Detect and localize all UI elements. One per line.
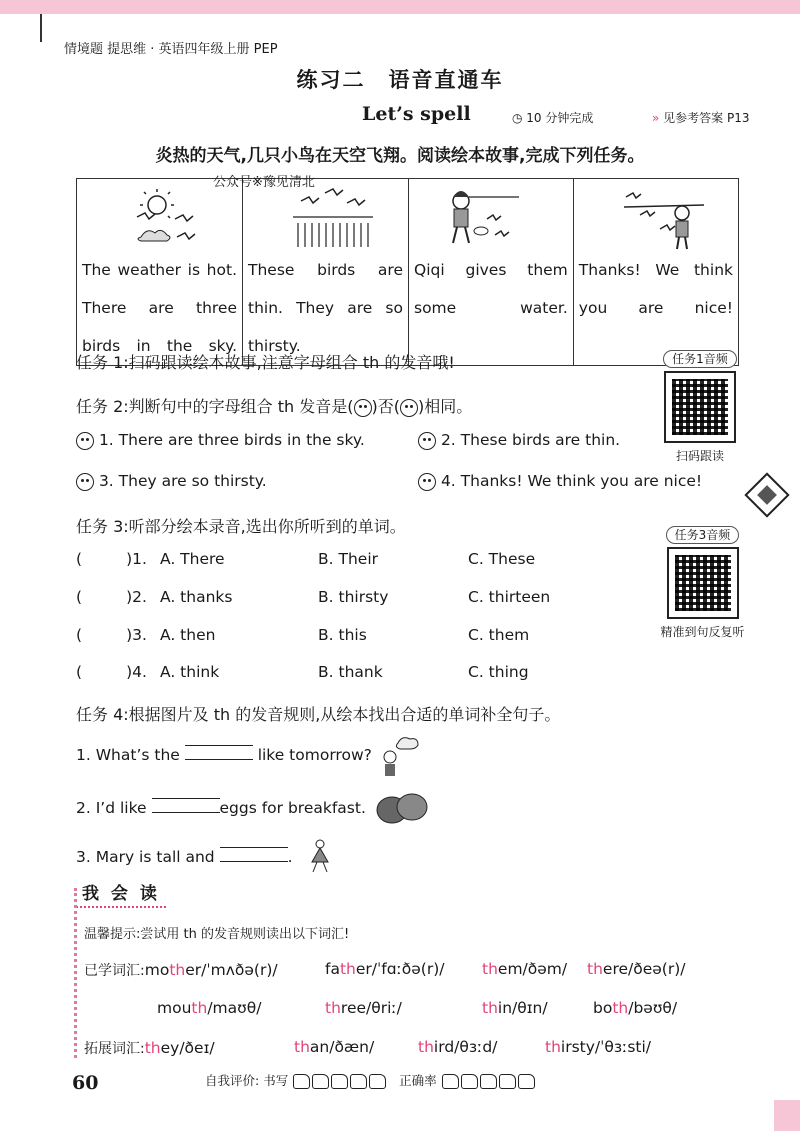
answer-bracket[interactable]: ( [76, 626, 83, 644]
series-title: 情境题 提思维 · 英语四年级上册 PEP [64, 42, 278, 57]
qr-label: 任务3音频 [666, 526, 740, 544]
answer-blank[interactable] [185, 759, 253, 760]
boy-watering-icon [409, 179, 552, 251]
vocab-word: there/ðeə(r)/ [587, 960, 686, 978]
face-answer-icon[interactable] [418, 432, 436, 450]
choice-row: ( )2. A. thanks B. thirsty C. thirteen [76, 588, 551, 606]
vocab-word: third/θɜːd/ [418, 1038, 498, 1056]
thumb-icon[interactable] [350, 1074, 367, 1089]
qr-caption: 扫码跟读 [675, 449, 724, 463]
fill-sentence: 2. I’d like eggs for breakfast. [76, 799, 366, 817]
face-answer-icon[interactable] [76, 473, 94, 491]
vocab-row-learned: 已学词汇:mother/ˈmʌðə(r)/ [84, 961, 278, 979]
header-rule [40, 14, 42, 42]
option-c: C. These [468, 550, 536, 568]
option-c: C. thirteen [468, 588, 551, 606]
timer-note: ◷ 10 分钟完成 [512, 111, 594, 125]
task-4: 任务 4:根据图片及 th 的发音规则,从绘本找出合适的单词补全句子。 [76, 705, 561, 724]
option-b: B. thirsty [318, 588, 389, 606]
read-section-title: 我 会 读 [76, 877, 166, 908]
thumb-icon[interactable] [480, 1074, 497, 1089]
task-1: 任务 1:扫码跟读绘本故事,注意字母组合 th 的发音哦! [76, 353, 455, 372]
vocab-word: thin/θɪn/ [482, 999, 548, 1017]
girl-rain-cloud-icon [376, 733, 422, 781]
birds-thanks-icon [574, 179, 729, 251]
corner-qr-icon [744, 472, 790, 518]
story-caption: These birds are thin. They are so thirsty. [248, 261, 403, 355]
choice-row: ( )3. A. then B. this C. them [76, 626, 530, 644]
option-a: A. then [160, 626, 216, 644]
qr-label: 任务1音频 [663, 350, 737, 368]
option-a: A. thanks [160, 588, 233, 606]
option-b: B. thank [318, 663, 383, 681]
vocab-word: thirsty/ˈθɜːsti/ [545, 1038, 652, 1056]
option-a: A. There [160, 550, 225, 568]
story-table [76, 178, 739, 366]
answer-blank[interactable] [220, 861, 288, 862]
vocab-word: mouth/maʊθ/ [157, 999, 262, 1017]
dotted-margin [74, 888, 79, 1058]
answer-reference: » 见参考答案 P13 [652, 111, 750, 125]
qr-code-icon[interactable] [664, 371, 736, 443]
choice-row: ( )1. A. There B. Their C. These [76, 550, 536, 568]
thumb-icon[interactable] [499, 1074, 516, 1089]
vocab-row-expand: 拓展词汇:they/ðeɪ/ [84, 1039, 215, 1057]
face-answer-icon[interactable] [418, 473, 436, 491]
clock-icon: ◷ [512, 111, 527, 125]
thumb-icon[interactable] [312, 1074, 329, 1089]
vocab-word: them/ðəm/ [482, 960, 568, 978]
thumb-icon[interactable] [461, 1074, 478, 1089]
sad-face-icon [400, 399, 418, 417]
answer-bracket[interactable]: ( [76, 663, 83, 681]
judge-item: 1. There are three birds in the sky. [76, 431, 365, 450]
vocab-word: father/ˈfɑːðə(r)/ [325, 960, 445, 978]
answer-bracket[interactable]: ( [76, 550, 83, 568]
thumb-icon[interactable] [369, 1074, 386, 1089]
dancing-girl-icon [305, 838, 335, 874]
thumb-icon[interactable] [518, 1074, 535, 1089]
vocab-word: than/ðæn/ [294, 1038, 375, 1056]
face-answer-icon[interactable] [76, 432, 94, 450]
intro-instruction: 炎热的天气,几只小鸟在天空飞翔。阅读绘本故事,完成下列任务。 [155, 146, 645, 166]
judge-item: 3. They are so thirsty. [76, 472, 267, 491]
read-tip: 温馨提示:尝试用 th 的发音规则读出以下词汇! [84, 927, 350, 942]
judge-item: 2. These birds are thin. [418, 431, 620, 450]
answer-blank[interactable] [152, 812, 220, 813]
eggs-icon [372, 788, 432, 828]
option-a: A. think [160, 663, 220, 681]
qr-code-icon[interactable] [667, 547, 739, 619]
qr-block-2 [650, 524, 755, 640]
option-b: B. this [318, 626, 367, 644]
page-number: 60 [72, 1072, 99, 1094]
story-panel [77, 179, 243, 366]
double-chevron-icon: » [652, 111, 660, 125]
smiley-face-icon [354, 399, 372, 417]
top-color-band [0, 0, 800, 14]
story-caption: The weather is hot. There are three birds in the sky. [82, 261, 237, 355]
expand-label: 拓展词汇: [84, 1041, 145, 1057]
option-b: B. Their [318, 550, 378, 568]
corner-color-band [774, 1100, 800, 1131]
qr-caption: 精准到句反复听 [660, 625, 745, 639]
vocab-word: three/θriː/ [325, 999, 402, 1017]
choice-row: ( )4. A. think B. thank C. thing [76, 663, 529, 681]
learned-label: 已学词汇: [84, 963, 145, 979]
story-panel [573, 179, 738, 366]
watermark-text: 公众号※豫见清北 [213, 175, 315, 190]
thumb-icon[interactable] [331, 1074, 348, 1089]
fill-sentence: 3. Mary is tall and . [76, 848, 293, 866]
self-evaluation: 自我评价: 书写 正确率 [205, 1071, 536, 1089]
thumb-icon[interactable] [442, 1074, 459, 1089]
story-caption: Thanks! We think you are nice! [578, 261, 733, 317]
task-3: 任务 3:听部分绘本录音,选出你所听到的单词。 [76, 517, 406, 536]
qr-block-1 [650, 348, 750, 464]
page-title: 练习二 语音直通车 [296, 68, 504, 92]
story-panel [243, 179, 409, 366]
answer-bracket[interactable]: ( [76, 588, 83, 606]
thumb-icon[interactable] [293, 1074, 310, 1089]
option-c: C. them [468, 626, 530, 644]
fill-sentence: 1. What’s the like tomorrow? [76, 746, 372, 764]
vocab-word: both/bəʊθ/ [593, 999, 678, 1017]
story-caption: Qiqi gives them some water. [414, 261, 568, 317]
story-panel [409, 179, 574, 366]
option-c: C. thing [468, 663, 529, 681]
judge-item: 4. Thanks! We think you are nice! [418, 472, 702, 491]
section-subtitle: Let’s spell [362, 103, 471, 125]
task-2: 任务 2:判断句中的字母组合 th 发音是( )否( )相同。 [76, 397, 473, 416]
